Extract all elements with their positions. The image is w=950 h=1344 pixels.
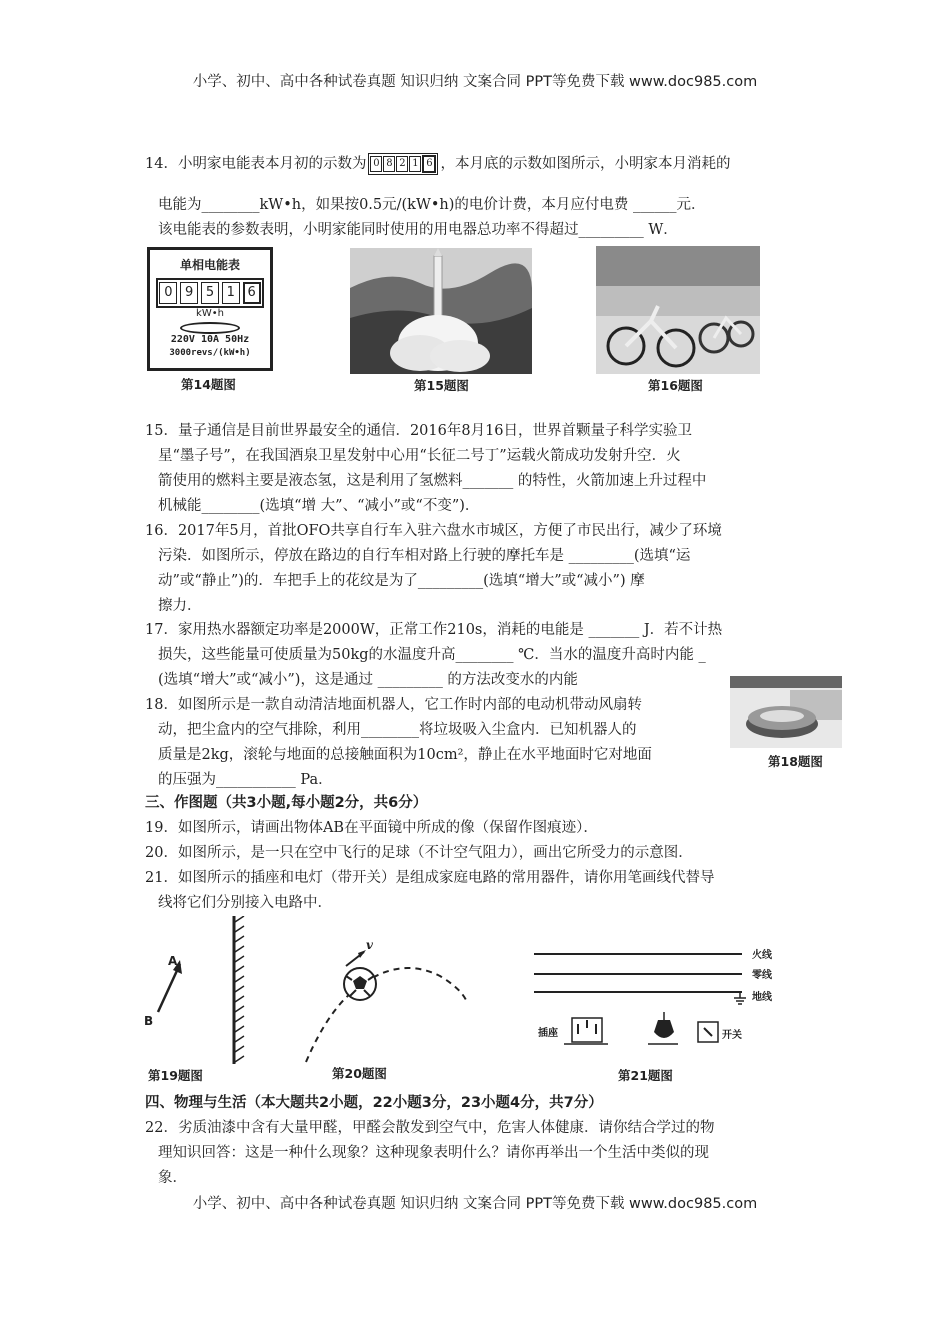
- figure-20-football: [300, 936, 470, 1086]
- q20-text: 20．如图所示，是一只在空中飞行的足球（不计空气阻力），画出它所受力的示意图．: [145, 845, 693, 861]
- q22-line3: 象．: [158, 1170, 187, 1186]
- q21-line2: 线将它们分别接入电路中．: [158, 895, 332, 911]
- section-3-heading: 三、作图题（共3小题,每小题2分，共6分）: [145, 795, 428, 811]
- start-meter-reading: 0 8 2 1 6: [368, 153, 438, 175]
- section-4-heading: 四、物理与生活（本大题共2小题，22小题3分，23小题4分，共7分）: [145, 1095, 603, 1111]
- socket-label: 插座: [538, 1028, 558, 1039]
- q14-line2: 电能为________kW•h，如果按0.5元/(kW•h)的电价计费，本月应付电费 ______元．: [158, 197, 706, 213]
- label-b: B: [144, 1014, 154, 1028]
- page-header: 小学、初中、高中各种试卷真题 知识归纳 文案合同 PPT等免费下载 www.doc985.com: [192, 74, 758, 90]
- meter-counter: 0 9 5 1 6: [156, 278, 264, 308]
- q22-line1: 22．劣质油漆中含有大量甲醛，甲醛会散发到空气中，危害人体健康．请你结合学过的物: [145, 1120, 715, 1136]
- meter-spec2: 3000revs/(kW•h): [169, 348, 251, 358]
- figure-16-caption: 第16题图: [648, 378, 703, 393]
- q19-text: 19．如图所示，请画出物体AB在平面镜中所成的像（保留作图痕迹）．: [145, 820, 598, 836]
- q17-line1: 17．家用热水器额定功率是2000W，正常工作210s，消耗的电能是 _______ J．若不计热: [145, 622, 723, 638]
- q17-line3: (选填“增大”或“减小”)，这是通过 _________ 的方法改变水的内能: [158, 672, 578, 688]
- mirror-diagram: [140, 916, 260, 1064]
- q15-line4: 机械能________(选填“增 大”、“减小”或“不变”)．: [158, 498, 480, 514]
- figure-18-robot: [730, 676, 844, 772]
- figure-15-rocket: [350, 248, 532, 396]
- meter-disc: [180, 322, 240, 334]
- figure-18-caption: 第18题图: [768, 754, 823, 769]
- switch-label: 开关: [722, 1030, 742, 1041]
- figure-21-caption: 第21题图: [618, 1068, 673, 1083]
- q16-line3: 动”或“静止”)的．车把手上的花纹是为了_________(选填“增大”或“减小”) 摩: [158, 573, 645, 589]
- label-a: A: [168, 954, 178, 968]
- q18-line3: 质量是2kg，滚轮与地面的总接触面积为10cm²，静止在水平地面时它对地面: [158, 747, 652, 763]
- rocket-photo: [350, 248, 532, 374]
- q14-text-b: ，本月底的示数如图所示，小明家本月消耗的: [440, 156, 731, 172]
- robot-photo: [730, 676, 842, 748]
- q15-line1: 15．量子通信是目前世界最安全的通信．2016年8月16日，世界首颗量子科学实验卫: [145, 423, 693, 439]
- meter-unit: kW•h: [196, 308, 224, 319]
- q16-line4: 擦力．: [158, 598, 202, 614]
- q15-line2: 星“墨子号”，在我国酒泉卫星发射中心用“长征二号丁”运载火箭成功发射升空．火: [158, 448, 681, 464]
- q18-line4: 的压强为___________ Pa．: [158, 772, 333, 788]
- q22-line2: 理知识回答：这是一种什么现象？这种现象表明什么？请你再举出一个生活中类似的现: [158, 1145, 709, 1161]
- ground-wire-label: 地线: [752, 992, 772, 1003]
- football-diagram: [300, 936, 470, 1064]
- q18-line1: 18．如图所示是一款自动清洁地面机器人，它工作时内部的电动机带动风扇转: [145, 697, 642, 713]
- bicycles-photo: [596, 246, 760, 374]
- q15-line3: 箭使用的燃料主要是液态氢，这是利用了氢燃料_______ 的特性，火箭加速上升过程中: [158, 473, 707, 489]
- meter-spec1: 220V 10A 50Hz: [170, 334, 250, 345]
- q16-line1: 16．2017年5月，首批OFO共享自行车入驻六盘水市城区，方便了市民出行，减少了环境: [145, 523, 722, 539]
- velocity-label: v: [366, 938, 373, 952]
- figure-16-bicycles: [596, 246, 760, 396]
- q16-line2: 污染．如图所示，停放在路边的自行车相对路上行驶的摩托车是 _________(选填“运: [158, 548, 691, 564]
- figure-20-caption: 第20题图: [332, 1066, 387, 1081]
- neutral-wire-label: 零线: [752, 970, 772, 981]
- q14-text-a: 14．小明家电能表本月初的示数为: [145, 156, 367, 172]
- figure-14-caption: 第14题图: [181, 377, 236, 392]
- q18-line2: 动，把尘盒内的空气排除，利用________将垃圾吸入尘盒内．已知机器人的: [158, 722, 637, 738]
- meter-title: 单相电能表: [179, 258, 240, 272]
- figure-21-circuit: [528, 940, 790, 1086]
- q17-line2: 损失，这些能量可使质量为50kg的水温度升高________ ℃．当水的温度升高时内能 _: [158, 647, 706, 663]
- q14-line3: 该电能表的参数表明，小明家能同时使用的用电器总功率不得超过_________ W．: [158, 222, 678, 238]
- q14-line1: [145, 152, 730, 177]
- live-wire-label: 火线: [752, 950, 772, 961]
- figure-19-caption: 第19题图: [148, 1068, 203, 1083]
- figure-14-meter: [145, 245, 275, 395]
- page-footer: 小学、初中、高中各种试卷真题 知识归纳 文案合同 PPT等免费下载 www.doc985.com: [192, 1196, 758, 1212]
- figure-15-caption: 第15题图: [414, 378, 469, 393]
- figure-19-mirror: [140, 916, 260, 1086]
- circuit-diagram: [528, 940, 790, 1060]
- q21-line1: 21．如图所示的插座和电灯（带开关）是组成家庭电路的常用器件，请你用笔画线代替导: [145, 870, 715, 886]
